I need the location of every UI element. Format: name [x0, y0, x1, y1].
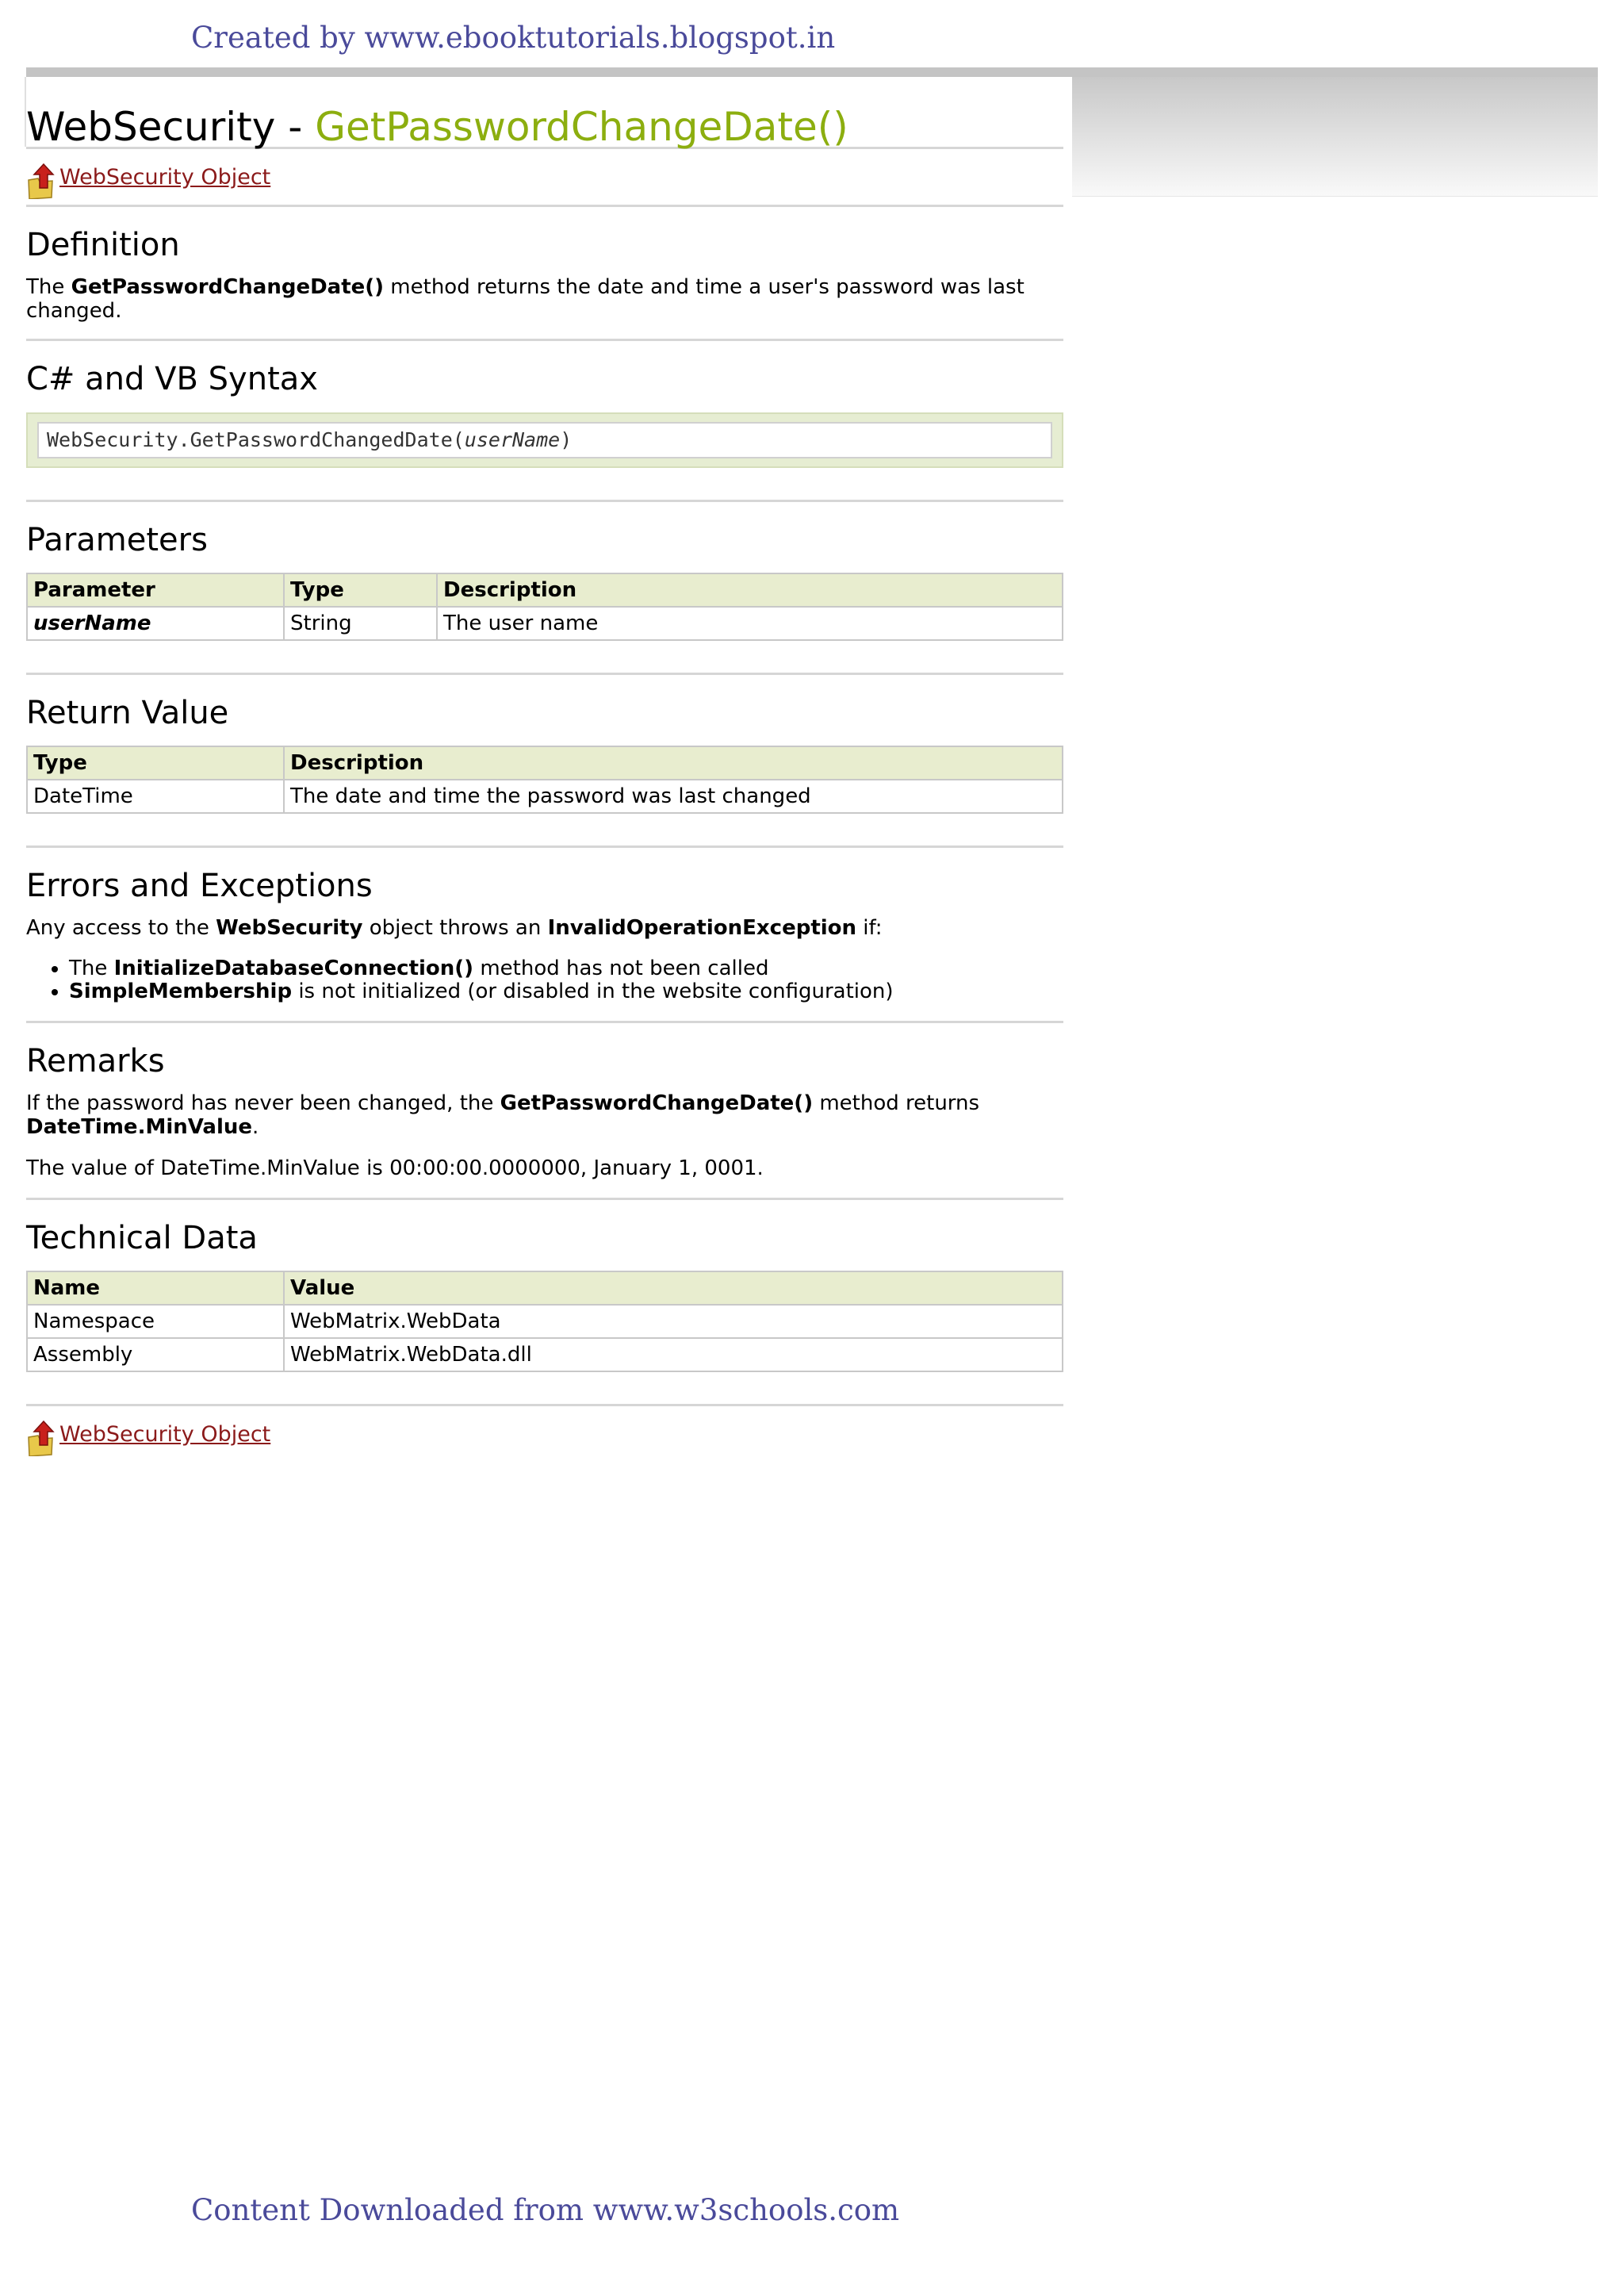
table-cell: String: [284, 607, 437, 640]
main-content: [26, 77, 1063, 1462]
definition-heading: Definition: [26, 227, 180, 263]
list-item: • SimpleMembership is not initialized (or disabled in the website configuration): [69, 980, 1063, 1003]
technical-data-table: [26, 1271, 1063, 1372]
syntax-code: WebSecurity.GetPasswordChangedDate(userName): [37, 422, 1052, 458]
title-method: GetPasswordChangeDate(): [315, 104, 848, 150]
errors-intro: Any access to the WebSecurity object throws an InvalidOperationException if:: [26, 916, 883, 940]
table-row: [27, 1338, 1063, 1371]
table-cell: WebMatrix.WebData: [284, 1305, 1063, 1338]
top-bar: [26, 67, 1598, 77]
table-cell: Assembly: [27, 1338, 284, 1371]
column-header: Value: [284, 1271, 1063, 1305]
list-item: • The InitializeDatabaseConnection() method has not been called: [69, 957, 1063, 980]
back-link-bottom[interactable]: [26, 1406, 1063, 1462]
watermark-bottom: Content Downloaded from www.w3schools.com: [191, 2193, 900, 2227]
errors-heading: Errors and Exceptions: [26, 868, 373, 904]
up-folder-icon: [26, 1420, 56, 1456]
table-cell: DateTime: [27, 780, 284, 813]
table-row: [27, 607, 1063, 640]
table-cell: The date and time the password was last changed: [284, 780, 1063, 813]
title-separator: -: [288, 104, 303, 150]
watermark-top: Created by www.ebooktutorials.blogspot.in: [191, 21, 836, 55]
page-title: [25, 77, 1063, 150]
return-value-table: [26, 746, 1063, 814]
table-cell: Namespace: [27, 1305, 284, 1338]
table-row: [27, 1305, 1063, 1338]
column-header: Type: [284, 573, 437, 607]
column-header: Description: [437, 573, 1063, 607]
column-header: Description: [284, 746, 1063, 780]
return-value-heading: Return Value: [26, 695, 229, 731]
title-prefix: WebSecurity: [26, 104, 276, 150]
websecurity-object-link[interactable]: WebSecurity Object: [59, 164, 271, 190]
errors-list: [26, 957, 1063, 1003]
header-gradient-panel: [1072, 77, 1598, 197]
back-link-top[interactable]: [26, 149, 1063, 205]
definition-text: The GetPasswordChangeDate() method returns the date and time a user's password was last changed.: [26, 275, 1025, 323]
column-header: Type: [27, 746, 284, 780]
table-cell: The user name: [437, 607, 1063, 640]
table-row: [27, 780, 1063, 813]
parameters-heading: Parameters: [26, 522, 208, 558]
parameters-table: [26, 573, 1063, 641]
remarks-paragraph-1: If the password has never been changed, the GetPasswordChangeDate() method returns DateTime.MinValue.: [26, 1091, 980, 1139]
column-header: Name: [27, 1271, 284, 1305]
column-header: Parameter: [27, 573, 284, 607]
table-cell: userName: [27, 607, 284, 640]
technical-data-heading: Technical Data: [26, 1220, 258, 1256]
remarks-paragraph-2: The value of DateTime.MinValue is 00:00:00.0000000, January 1, 0001.: [26, 1156, 764, 1180]
syntax-code-box: [26, 412, 1063, 468]
up-folder-icon: [26, 163, 56, 199]
syntax-heading: C# and VB Syntax: [26, 361, 318, 397]
websecurity-object-link[interactable]: WebSecurity Object: [59, 1421, 271, 1447]
remarks-heading: Remarks: [26, 1043, 165, 1079]
table-cell: WebMatrix.WebData.dll: [284, 1338, 1063, 1371]
